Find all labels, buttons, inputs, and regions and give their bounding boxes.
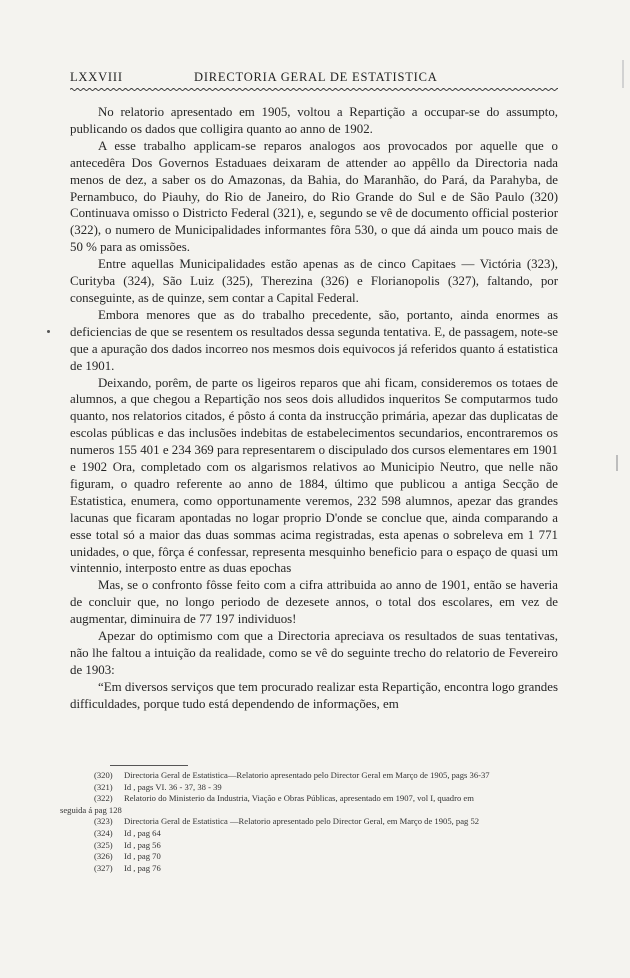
- paragraph-5: Deixando, porêm, de parte os ligeiros reparos que ahi ficam, consideremos os totaes de alumnos, a que chegou a Repartição nos seos dois alludidos inqueritos Se computarmos tudo quanto, nos relatorios citados, é pôsto á conta da instrucção primária, apezar das duplicatas de escolas públicas e das inclusões indebitas de estabelecimentos secundarios, encontraremos os numeros 155 401 e 234 369 para representarem o discipulado dos cursos elementares em 1901 e 1902 Ora, completado com os algarismos relativos ao Municipio Neutro, que nelle não figuram, o quadro referente ao anno de 1884, último que publicou a antiga Secção de Estatistica, enumera, como opportunamente veremos, 232 598 alumnos, apezar das grandes lacunas que ficaram apontadas no logar proprio D'onde se conclue que, ainda comparando a esse total só a maior das duas sommas acima registradas, esta apenas o sobreleva em 1 771 unidades, o que, fôrça é confessar, representa mesquinho beneficio para o espaço de quasi um vintennio, interposto entre as duas epochas: [70, 375, 558, 576]
- footnotes: [60, 770, 560, 874]
- footnote: [60, 816, 560, 828]
- paragraph-3: Entre aquellas Municipalidades estão apenas as de cinco Capitaes — Victória (323), Curityba (324), São Luiz (325), Therezina (326) e Florianopolis (327), faltando, por conseguinte, as de quinze, sem contar a Capital Federal.: [70, 257, 558, 305]
- edge-mark-top: [622, 60, 624, 88]
- footnote-text: Id , pag 64: [124, 827, 161, 838]
- footnote-number: (321): [94, 781, 113, 792]
- footnote-rule: [110, 765, 188, 766]
- footnote: [60, 770, 560, 782]
- page-number: LXXVIII: [70, 70, 123, 84]
- footnote-number: (327): [94, 862, 113, 873]
- footnote: [60, 863, 560, 875]
- paragraph-6: Mas, se o confronto fôsse feito com a cifra attribuida ao anno de 1901, então se haveria de concluir que, no longo periodo de dezesete annos, o total dos escolares, em vez de augmentar, diminuira de 77 197 individuos!: [70, 578, 558, 627]
- footnote-text: Id , pag 56: [124, 839, 161, 850]
- footnote-number: (326): [94, 851, 113, 862]
- footnote-number: (322): [94, 793, 113, 804]
- footnote: [60, 782, 560, 794]
- paragraph-2: A esse trabalho applicam-se reparos analogos aos provocados por aquelle que o antecedêra Dos Governos Estaduaes deixaram de attender ao appêllo da Directoria nada menos de dez, a saber os do Amazonas, da Bahia, do Maranhão, do Pará, da Parahyba, de Pernambuco, do Piauhy, do Rio de Janeiro, do Rio Grande do Sul e de São Paulo (320) Continuava omisso o Districto Federal (321), e, segundo se vê de documento official posterior (322), o numero de Municipalidades informantes fôra 530, o que dá ainda um pouco mais de 50 % para as omissões.: [70, 138, 558, 255]
- paragraph-4: Embora menores que as do trabalho precedente, são, portanto, ainda enormes as deficiencias de que se resentem os resultados dessa segunda tentativa. E, de passagem, note-se que a apuração dos dados incorreo nos mesmos dois equivocos já referidos quanto á estatistica de 1901.: [70, 307, 558, 373]
- header-wavy-rule: [70, 87, 558, 92]
- edge-mark: [616, 455, 618, 471]
- footnote-text: Id , pag 70: [124, 851, 161, 862]
- footnote-text: Id , pags VI. 36 - 37, 38 - 39: [124, 781, 222, 792]
- footnote-text: Id , pag 76: [124, 862, 161, 873]
- footnote-text: Directoria Geral de Estatistica —Relatorio apresentado pelo Director Geral, em Março de 1905, pag 52: [124, 816, 480, 827]
- footnote-number: (320): [94, 770, 113, 780]
- footnote-continuation: seguida á pag 128: [60, 804, 122, 815]
- margin-dot: [47, 330, 50, 333]
- footnote: [60, 851, 560, 863]
- footnote-text: Relatorio do Ministerio da Industria, Viação e Obras Públicas, apresentado em 1907, vol I, quadro em: [124, 793, 474, 804]
- footnote: [60, 828, 560, 840]
- paragraph-8: “Em diversos serviços que tem procurado realizar esta Repartição, encontra logo grandes difficuldades, porque tudo está dependendo de informações, em: [70, 679, 558, 711]
- footnote-number: (324): [94, 827, 113, 838]
- footnote: [60, 840, 560, 852]
- paragraph-1: No relatorio apresentado em 1905, voltou a Repartição a occupar-se do assumpto, publicando os dados que colligira quanto ao anno de 1902.: [70, 105, 558, 136]
- running-title: DIRECTORIA GERAL DE ESTATISTICA: [194, 70, 438, 84]
- footnote-number: (323): [94, 816, 113, 827]
- footnote-number: (325): [94, 839, 113, 850]
- body-text: [70, 104, 558, 713]
- paragraph-7: Apezar do optimismo com que a Directoria apreciava os resultados de suas tentativas, não lhe faltou a intuição da realidade, como se vê do seguinte trecho do relatorio de Fevereiro de 1903:: [70, 629, 558, 677]
- footnote: [60, 793, 560, 805]
- footnote-text: Directoria Geral de Estatistica—Relatorio apresentado pelo Director Geral em Março de 1905, pags 36-37: [124, 770, 490, 780]
